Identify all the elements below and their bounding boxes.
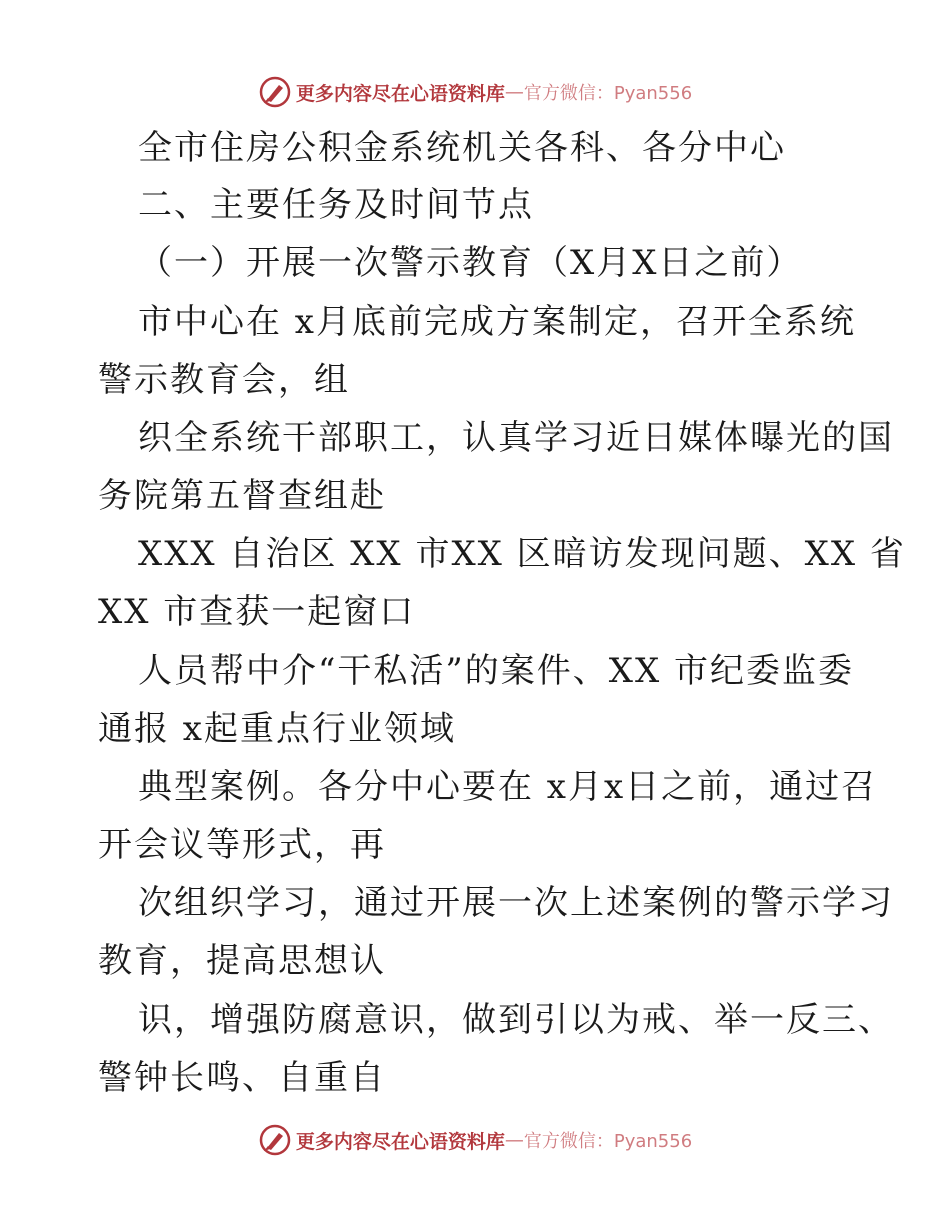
wechat-contact: 官方微信：Pyan556 <box>523 83 693 104</box>
header-watermark-banner <box>0 72 950 112</box>
wechat-contact: 官方微信：Pyan556 <box>523 1131 693 1152</box>
text-line: 警钟长鸣、自重自 <box>98 1058 386 1098</box>
text-line: 次组织学习，通过开展一次上述案例的警示学习 <box>138 883 894 923</box>
brand-name: 更多内容尽在心语资料库 <box>295 82 505 105</box>
text-line: XX 市查获一起窗口 <box>98 592 416 632</box>
text-line: 教育，提高思想认 <box>98 941 386 981</box>
banner-separator: — <box>504 81 524 103</box>
text-line: 通报 x起重点行业领域 <box>98 709 456 749</box>
text-line: 开会议等形式，再 <box>98 825 386 865</box>
subsection-heading: （一）开展一次警示教育（X月X日之前） <box>138 243 803 283</box>
text-line: 务院第五督查组赴 <box>98 476 386 516</box>
pen-nib-logo-icon <box>258 1123 292 1157</box>
banner-separator: — <box>504 1129 524 1151</box>
text-line: 织全系统干部职工，认真学习近日媒体曝光的国 <box>138 418 894 458</box>
pen-nib-logo-icon <box>258 75 292 109</box>
footer-watermark-banner <box>0 1120 950 1160</box>
text-line: 警示教育会，组 <box>98 360 350 400</box>
section-heading: 二、主要任务及时间节点 <box>138 185 534 225</box>
text-line: 识，增强防腐意识，做到引以为戒、举一反三、 <box>138 1000 894 1040</box>
brand-name: 更多内容尽在心语资料库 <box>295 1130 505 1153</box>
text-line: 人员帮中介“干私活”的案件、XX 市纪委监委 <box>138 651 854 691</box>
text-line: 全市住房公积金系统机关各科、各分中心 <box>138 128 786 168</box>
text-line: XXX 自治区 XX 市XX 区暗访发现问题、XX 省 <box>138 534 906 574</box>
text-line: 典型案例。各分中心要在 x月x日之前，通过召 <box>138 767 878 807</box>
text-line: 市中心在 x月底前完成方案制定，召开全系统 <box>138 302 856 342</box>
